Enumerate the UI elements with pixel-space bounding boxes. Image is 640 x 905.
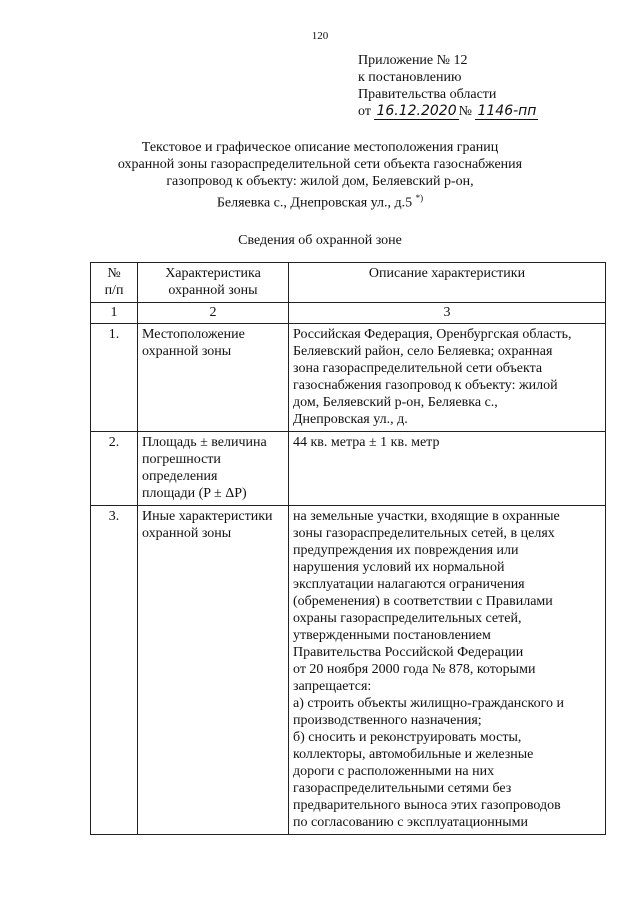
column-number-row	[91, 303, 606, 324]
title-line-4-text: Беляевка с., Днепровская ул., д.5	[216, 195, 413, 211]
column-number-3: 3	[289, 303, 606, 324]
column-number-1: 1	[91, 303, 138, 324]
text-line: 44 кв. метра ± 1 кв. метр	[293, 435, 440, 450]
table-header-row	[91, 263, 606, 303]
text-line: утвержденными постановлением	[293, 628, 491, 643]
appendix-line-3: Правительства области	[358, 87, 497, 102]
text-line: Площадь ± величина	[142, 435, 267, 450]
header-characteristic-line-2: охранной зоны	[168, 283, 258, 298]
text-line: погрешности	[142, 452, 221, 467]
text-line: коллекторы, автомобильные и железные	[293, 747, 534, 762]
text-line: Иные характеристики	[142, 509, 273, 524]
row-description	[289, 324, 606, 432]
text-line: Беляевский район, село Беляевка; охранная	[293, 344, 553, 359]
text-line: на земельные участки, входящие в охранные	[293, 509, 560, 524]
row-number: 3.	[91, 506, 138, 835]
text-line: предварительного выноса этих газопроводов	[293, 798, 561, 813]
text-line: производственного назначения;	[293, 713, 482, 728]
text-line: Российская Федерация, Оренбургская область,	[293, 327, 572, 342]
header-number-line-1: №	[107, 266, 121, 281]
appendix-block	[358, 52, 538, 120]
appendix-line-1: Приложение № 12	[358, 53, 468, 68]
table-row	[91, 432, 606, 506]
text-line: газоснабжения газопровод к объекту: жилой	[293, 378, 558, 393]
header-number-line-2: п/п	[104, 283, 124, 298]
text-line: б) сносить и реконструировать мосты,	[293, 730, 522, 745]
row-number: 2.	[91, 432, 138, 506]
text-line: запрещается:	[293, 679, 372, 694]
text-line: Правительства Российской Федерации	[293, 645, 524, 660]
text-line: зоны газораспределительных сетей, в целях	[293, 526, 555, 541]
handwritten-number: 1146-пп	[477, 103, 537, 119]
document-title	[60, 139, 580, 212]
text-line: дороги с расположенными на них	[293, 764, 495, 779]
header-description: Описание характеристики	[289, 263, 606, 303]
text-line: газораспределительными сетями без	[293, 781, 512, 796]
zone-info-table	[90, 262, 606, 835]
text-line: охраны газораспределительных сетей,	[293, 611, 522, 626]
row-characteristic	[138, 324, 289, 432]
text-line: Днепровская ул., д.	[293, 412, 408, 427]
number-sign: №	[458, 104, 472, 119]
appendix-line-2: к постановлению	[358, 70, 462, 85]
header-characteristic	[138, 263, 289, 303]
text-line: от 20 ноября 2000 года № 878, которыми	[293, 662, 536, 677]
text-line: (обременения) в соответствии с Правилами	[293, 594, 553, 609]
header-number	[91, 263, 138, 303]
text-line: эксплуатации налагаются ограничения	[293, 577, 525, 592]
text-line: охранной зоны	[142, 344, 232, 359]
text-line: дом, Беляевский р-он, Беляевка с.,	[293, 395, 498, 410]
row-characteristic	[138, 506, 289, 835]
footnote-mark: *)	[415, 193, 424, 203]
section-title: Сведения об охранной зоне	[238, 233, 402, 248]
handwritten-date: 16.12.2020	[376, 103, 457, 119]
table-row	[91, 324, 606, 432]
title-line-3: газопровод к объекту: жилой дом, Беляевский р-он,	[166, 174, 474, 189]
text-line: охранной зоны	[142, 526, 232, 541]
page-number: 120	[311, 30, 329, 42]
text-line: площади (P ± ΔP)	[142, 486, 247, 501]
text-line: предупреждения их повреждения или	[293, 543, 519, 558]
row-number: 1.	[91, 324, 138, 432]
text-line: по согласованию с эксплуатационными	[293, 815, 528, 830]
column-number-2: 2	[138, 303, 289, 324]
row-description	[289, 432, 606, 506]
title-line-4	[60, 190, 580, 212]
table-row	[91, 506, 606, 835]
row-description	[289, 506, 606, 835]
text-line: определения	[142, 469, 218, 484]
text-line: зона газораспределительной сети объекта	[293, 361, 543, 376]
title-line-2: охранной зоны газораспределительной сети объекта газоснабжения	[117, 157, 523, 172]
row-characteristic	[138, 432, 289, 506]
appendix-prefix: от	[358, 104, 371, 119]
appendix-date-line	[358, 103, 538, 120]
text-line: а) строить объекты жилищно-гражданского и	[293, 696, 564, 711]
text-line: нарушения условий их нормальной	[293, 560, 505, 575]
title-line-1: Текстовое и графическое описание местоположения границ	[141, 140, 499, 155]
text-line: Местоположение	[142, 327, 245, 342]
header-characteristic-line-1: Характеристика	[165, 266, 261, 281]
